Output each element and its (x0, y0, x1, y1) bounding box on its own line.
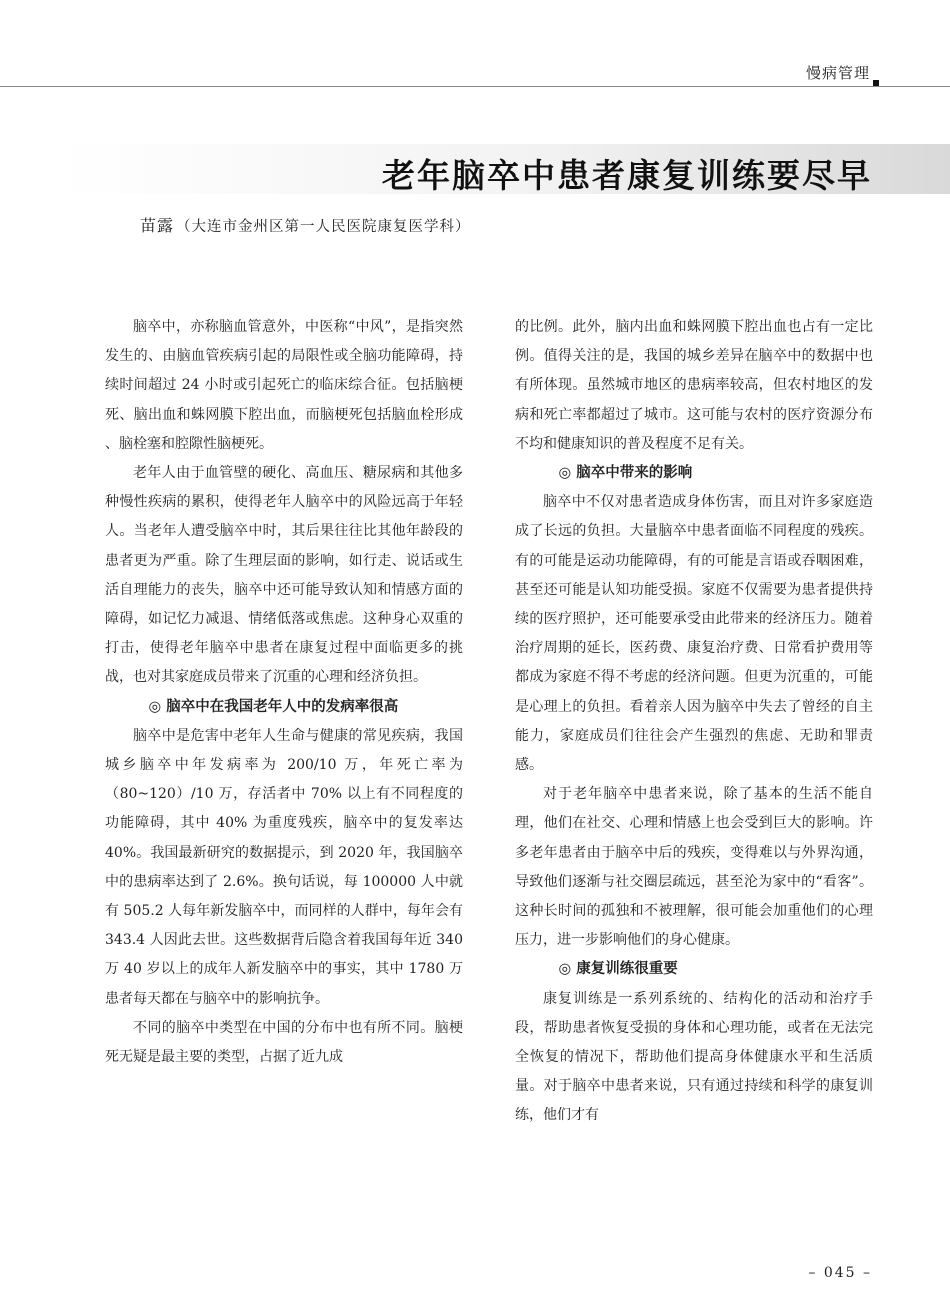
author-line (140, 213, 471, 236)
right-column (515, 313, 873, 1131)
paragraph: 脑卒中不仅对患者造成身体伤害，而且对许多家庭造成了长远的负担。大量脑卒中患者面临不同程度的残疾。有的可能是运动功能障碍，有的可能是言语或吞咽困难，甚至还可能是认知功能受损。家庭不仅需要为患者提供持续的医疗照护，还可能要承受由此带来的经济压力。随着治疗周期的延长，医药费、康复治疗费、日常看护费用等都成为家庭不得不考虑的经济问题。但更为沉重的，可能是心理上的负担。看着亲人因为脑卒中失去了曾经的自主能力，家庭成员们往往会产生强烈的焦虑、无助和罪责感。 (515, 494, 873, 774)
author-affiliation: （大连市金州区第一人民医院康复医学科） (176, 219, 471, 235)
section-label: 慢病管理 (805, 64, 870, 82)
paragraph: 康复训练是一系列系统的、结构化的活动和治疗手段，帮助患者恢复受损的身体和心理功能，或者在无法完全恢复的情况下，帮助他们提高身体健康水平和生活质量。对于脑卒中患者来说，只有通过持续和科学的康复训练，他们才有 (515, 990, 873, 1124)
page-number: – 045 – (808, 1265, 872, 1281)
paragraph: 脑卒中是危害中老年人生命与健康的常见疾病，我国城乡脑卒中年发病率为 200/10 万，年死亡率为（80~120）/10 万，存活者中 70% 以上有不同程度的功能障碍，其中 40% 为重度残疾，脑卒中的复发率达 40%。我国最新研究的数据提示，到 2020 年，我国脑卒中的患病率达到了 2.6%。换句话说，每 100000 人中就有 505.2 人每年新发脑卒中，而同样的人群中，每年会有 343.4 人因此去世。这些数据背后隐含着我国每年近 340 万 40 岁以上的成年人新发脑卒中的事实，其中 1780 万患者每天都在与脑卒中的影响抗争。 (105, 727, 463, 1007)
section-heading: ◎ 康复训练很重要 (558, 961, 678, 978)
paragraph: 的比例。此外，脑内出血和蛛网膜下腔出血也占有一定比例。值得关注的是，我国的城乡差异在脑卒中的数据中也有所体现。虽然城市地区的患病率较高，但农村地区的发病和死亡率都超过了城市。这可能与农村的医疗资源分布不均和健康知识的普及程度不足有关。 (515, 319, 873, 452)
section-heading: ◎ 脑卒中带来的影响 (558, 465, 693, 482)
left-column (105, 313, 463, 1072)
paragraph: 对于老年脑卒中患者来说，除了基本的生活不能自理，他们在社交、心理和情感上也会受到巨大的影响。许多老年患者由于脑卒中后的残疾，变得难以与外界沟通，导致他们逐渐与社交圈层疏远，甚至沦为家中的“看客”。这种长时间的孤独和不被理解，很可能会加重他们的心理压力，进一步影响他们的身心健康。 (515, 786, 873, 949)
paragraph: 老年人由于血管壁的硬化、高血压、糖尿病和其他多种慢性疾病的累积，使得老年人脑卒中的风险远高于年轻人。当老年人遭受脑卒中时，其后果往往比其他年龄段的患者更为严重。除了生理层面的影响，如行走、说话或生活自理能力的丧失，脑卒中还可能导致认知和情感方面的障碍，如记忆力减退、情绪低落或焦虑。这种身心双重的打击，使得老年脑卒中患者在康复过程中面临更多的挑战，也对其家庭成员带来了沉重的心理和经济负担。 (105, 465, 463, 686)
header-rule (0, 86, 950, 87)
author-name: 苗露 (140, 216, 175, 235)
paragraph: 不同的脑卒中类型在中国的分布中也有所不同。脑梗死无疑是最主要的类型，占据了近九成 (105, 1019, 463, 1066)
section-heading: ◎ 脑卒中在我国老年人中的发病率很高 (148, 698, 399, 715)
paragraph: 脑卒中，亦称脑血管意外，中医称“中风”，是指突然发生的、由脑血管疾病引起的局限性或全脑功能障碍，持续时间超过 24 小时或引起死亡的临床综合征。包括脑梗死、脑出血和蛛网膜下腔出血，而脑梗死包括脑血栓形成 、脑栓塞和腔隙性脑梗死。 (105, 319, 463, 452)
article-title: 老年脑卒中患者康复训练要尽早 (382, 156, 872, 195)
